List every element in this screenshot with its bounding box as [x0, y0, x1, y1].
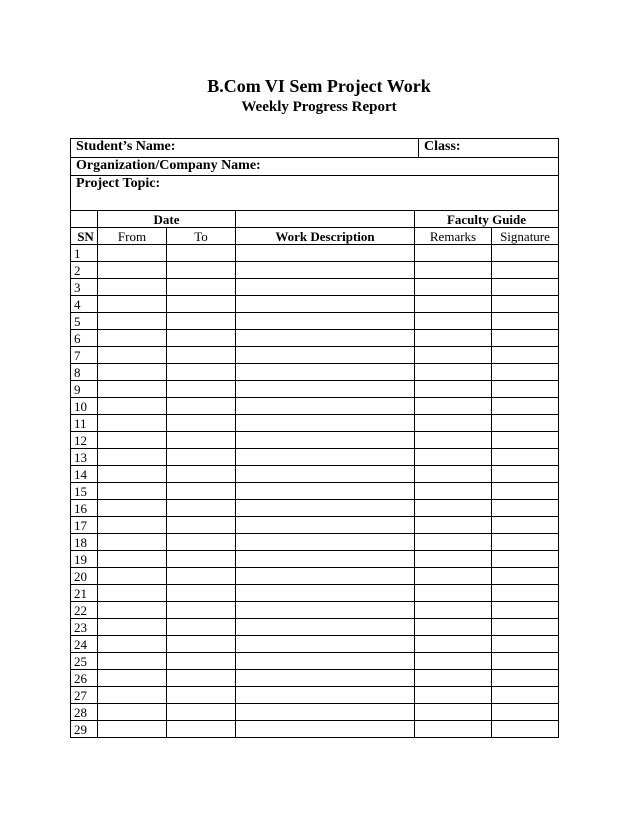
table-header-group-row — [71, 211, 559, 228]
row-number: 23 — [71, 619, 98, 636]
work-description-cell[interactable] — [236, 330, 415, 347]
to-cell[interactable] — [167, 313, 236, 330]
row-number: 25 — [71, 653, 98, 670]
from-cell[interactable] — [98, 245, 167, 262]
signature-cell[interactable] — [492, 330, 559, 347]
to-cell[interactable] — [167, 636, 236, 653]
work-description-cell[interactable] — [236, 670, 415, 687]
row-number: 19 — [71, 551, 98, 568]
to-cell[interactable] — [167, 415, 236, 432]
page-subtitle: Weekly Progress Report — [241, 99, 397, 115]
to-cell[interactable] — [167, 704, 236, 721]
work-description-header: Work Description — [236, 228, 415, 245]
remarks-cell[interactable] — [415, 585, 492, 602]
work-description-cell[interactable] — [236, 483, 415, 500]
row-number: 10 — [71, 398, 98, 415]
remarks-cell[interactable] — [415, 296, 492, 313]
work-description-cell[interactable] — [236, 245, 415, 262]
to-cell[interactable] — [167, 398, 236, 415]
row-number: 27 — [71, 687, 98, 704]
row-number: 28 — [71, 704, 98, 721]
row-number: 3 — [71, 279, 98, 296]
work-description-group-cell — [236, 211, 415, 228]
to-cell[interactable] — [167, 500, 236, 517]
from-cell[interactable] — [98, 602, 167, 619]
table-row — [71, 449, 559, 466]
signature-cell[interactable] — [492, 704, 559, 721]
from-cell[interactable] — [98, 262, 167, 279]
remarks-cell[interactable] — [415, 262, 492, 279]
to-cell[interactable] — [167, 619, 236, 636]
remarks-cell[interactable] — [415, 398, 492, 415]
progress-table — [70, 210, 559, 738]
work-description-cell[interactable] — [236, 534, 415, 551]
work-description-cell[interactable] — [236, 687, 415, 704]
from-cell[interactable] — [98, 483, 167, 500]
work-description-cell[interactable] — [236, 602, 415, 619]
info-table — [70, 138, 559, 211]
remarks-cell[interactable] — [415, 687, 492, 704]
project-topic-label: Project Topic: — [71, 176, 559, 211]
from-cell[interactable] — [98, 619, 167, 636]
from-cell[interactable] — [98, 670, 167, 687]
to-cell[interactable] — [167, 262, 236, 279]
from-cell[interactable] — [98, 568, 167, 585]
to-cell[interactable] — [167, 670, 236, 687]
table-row — [71, 279, 559, 296]
table-row — [71, 432, 559, 449]
date-group-header: Date — [98, 211, 236, 228]
table-row — [71, 704, 559, 721]
table-row — [71, 381, 559, 398]
from-cell[interactable] — [98, 296, 167, 313]
remarks-cell[interactable] — [415, 517, 492, 534]
row-number: 26 — [71, 670, 98, 687]
to-cell[interactable] — [167, 568, 236, 585]
from-cell[interactable] — [98, 585, 167, 602]
row-number: 9 — [71, 381, 98, 398]
signature-cell[interactable] — [492, 670, 559, 687]
from-cell[interactable] — [98, 279, 167, 296]
to-cell[interactable] — [167, 364, 236, 381]
table-row — [71, 483, 559, 500]
table-row — [71, 296, 559, 313]
to-cell[interactable] — [167, 517, 236, 534]
table-body — [71, 245, 559, 738]
remarks-cell[interactable] — [415, 534, 492, 551]
table-row — [71, 364, 559, 381]
remarks-cell[interactable] — [415, 347, 492, 364]
signature-cell[interactable] — [492, 381, 559, 398]
work-description-cell[interactable] — [236, 653, 415, 670]
from-cell[interactable] — [98, 313, 167, 330]
table-row — [71, 670, 559, 687]
remarks-cell[interactable] — [415, 670, 492, 687]
to-cell[interactable] — [167, 534, 236, 551]
remarks-cell[interactable] — [415, 466, 492, 483]
table-row — [71, 500, 559, 517]
signature-cell[interactable] — [492, 415, 559, 432]
row-number: 5 — [71, 313, 98, 330]
signature-cell[interactable] — [492, 585, 559, 602]
table-row — [71, 568, 559, 585]
class-label: Class: — [419, 139, 559, 158]
work-description-cell[interactable] — [236, 415, 415, 432]
row-number: 4 — [71, 296, 98, 313]
work-description-cell[interactable] — [236, 449, 415, 466]
to-cell[interactable] — [167, 653, 236, 670]
work-description-cell[interactable] — [236, 619, 415, 636]
from-cell[interactable] — [98, 704, 167, 721]
to-cell[interactable] — [167, 721, 236, 738]
from-cell[interactable] — [98, 636, 167, 653]
remarks-cell[interactable] — [415, 636, 492, 653]
signature-cell[interactable] — [492, 517, 559, 534]
remarks-header: Remarks — [415, 228, 492, 245]
table-row — [71, 534, 559, 551]
signature-cell[interactable] — [492, 636, 559, 653]
signature-cell[interactable] — [492, 687, 559, 704]
work-description-cell[interactable] — [236, 381, 415, 398]
row-number: 15 — [71, 483, 98, 500]
table-row — [71, 687, 559, 704]
work-description-cell[interactable] — [236, 262, 415, 279]
from-cell[interactable] — [98, 415, 167, 432]
row-number: 22 — [71, 602, 98, 619]
signature-cell[interactable] — [492, 296, 559, 313]
student-name-label: Student’s Name: — [71, 139, 419, 158]
remarks-cell[interactable] — [415, 381, 492, 398]
row-number: 13 — [71, 449, 98, 466]
signature-cell[interactable] — [492, 568, 559, 585]
table-row — [71, 551, 559, 568]
to-cell[interactable] — [167, 296, 236, 313]
row-number: 17 — [71, 517, 98, 534]
work-description-cell[interactable] — [236, 466, 415, 483]
signature-cell[interactable] — [492, 602, 559, 619]
signature-cell[interactable] — [492, 364, 559, 381]
from-cell[interactable] — [98, 364, 167, 381]
table-row — [71, 398, 559, 415]
from-cell[interactable] — [98, 721, 167, 738]
row-number: 7 — [71, 347, 98, 364]
signature-cell[interactable] — [492, 245, 559, 262]
work-description-cell[interactable] — [236, 347, 415, 364]
organization-label: Organization/Company Name: — [71, 158, 559, 176]
remarks-cell[interactable] — [415, 483, 492, 500]
to-cell[interactable] — [167, 381, 236, 398]
to-cell[interactable] — [167, 585, 236, 602]
remarks-cell[interactable] — [415, 432, 492, 449]
from-header: From — [98, 228, 167, 245]
from-cell[interactable] — [98, 517, 167, 534]
signature-cell[interactable] — [492, 551, 559, 568]
work-description-cell[interactable] — [236, 313, 415, 330]
work-description-cell[interactable] — [236, 398, 415, 415]
signature-cell[interactable] — [492, 653, 559, 670]
remarks-cell[interactable] — [415, 619, 492, 636]
remarks-cell[interactable] — [415, 330, 492, 347]
signature-cell[interactable] — [492, 721, 559, 738]
table-row — [71, 466, 559, 483]
from-cell[interactable] — [98, 500, 167, 517]
to-cell[interactable] — [167, 602, 236, 619]
table-row — [71, 245, 559, 262]
table-row — [71, 721, 559, 738]
remarks-cell[interactable] — [415, 245, 492, 262]
remarks-cell[interactable] — [415, 653, 492, 670]
work-description-cell[interactable] — [236, 364, 415, 381]
from-cell[interactable] — [98, 381, 167, 398]
remarks-cell[interactable] — [415, 568, 492, 585]
row-number: 12 — [71, 432, 98, 449]
work-description-cell[interactable] — [236, 517, 415, 534]
from-cell[interactable] — [98, 466, 167, 483]
from-cell[interactable] — [98, 398, 167, 415]
to-cell[interactable] — [167, 432, 236, 449]
signature-cell[interactable] — [492, 449, 559, 466]
to-header: To — [167, 228, 236, 245]
work-description-cell[interactable] — [236, 500, 415, 517]
remarks-cell[interactable] — [415, 313, 492, 330]
row-number: 18 — [71, 534, 98, 551]
row-number: 24 — [71, 636, 98, 653]
table-row — [71, 517, 559, 534]
work-description-cell[interactable] — [236, 279, 415, 296]
signature-cell[interactable] — [492, 398, 559, 415]
signature-cell[interactable] — [492, 483, 559, 500]
from-cell[interactable] — [98, 551, 167, 568]
remarks-cell[interactable] — [415, 449, 492, 466]
sn-group-cell — [71, 211, 98, 228]
work-description-cell[interactable] — [236, 568, 415, 585]
from-cell[interactable] — [98, 687, 167, 704]
from-cell[interactable] — [98, 330, 167, 347]
row-number: 14 — [71, 466, 98, 483]
table-row — [71, 262, 559, 279]
remarks-cell[interactable] — [415, 704, 492, 721]
signature-cell[interactable] — [492, 313, 559, 330]
from-cell[interactable] — [98, 653, 167, 670]
remarks-cell[interactable] — [415, 279, 492, 296]
signature-cell[interactable] — [492, 534, 559, 551]
signature-cell[interactable] — [492, 279, 559, 296]
row-number: 6 — [71, 330, 98, 347]
table-row — [71, 330, 559, 347]
to-cell[interactable] — [167, 347, 236, 364]
signature-cell[interactable] — [492, 432, 559, 449]
page-title: B.Com VI Sem Project Work — [207, 76, 431, 96]
table-row — [71, 415, 559, 432]
work-description-cell[interactable] — [236, 721, 415, 738]
remarks-cell[interactable] — [415, 415, 492, 432]
signature-cell[interactable] — [492, 466, 559, 483]
remarks-cell[interactable] — [415, 364, 492, 381]
sn-header: SN — [71, 228, 98, 245]
table-row — [71, 347, 559, 364]
remarks-cell[interactable] — [415, 551, 492, 568]
table-row — [71, 636, 559, 653]
to-cell[interactable] — [167, 466, 236, 483]
row-number: 8 — [71, 364, 98, 381]
from-cell[interactable] — [98, 432, 167, 449]
from-cell[interactable] — [98, 534, 167, 551]
signature-header: Signature — [492, 228, 559, 245]
to-cell[interactable] — [167, 687, 236, 704]
to-cell[interactable] — [167, 279, 236, 296]
row-number: 11 — [71, 415, 98, 432]
table-row — [71, 585, 559, 602]
table-row — [71, 653, 559, 670]
signature-cell[interactable] — [492, 619, 559, 636]
signature-cell[interactable] — [492, 347, 559, 364]
row-number: 1 — [71, 245, 98, 262]
to-cell[interactable] — [167, 245, 236, 262]
remarks-cell[interactable] — [415, 602, 492, 619]
remarks-cell[interactable] — [415, 500, 492, 517]
row-number: 2 — [71, 262, 98, 279]
row-number: 16 — [71, 500, 98, 517]
to-cell[interactable] — [167, 483, 236, 500]
to-cell[interactable] — [167, 551, 236, 568]
table-row — [71, 313, 559, 330]
signature-cell[interactable] — [492, 262, 559, 279]
faculty-guide-header: Faculty Guide — [415, 211, 559, 228]
work-description-cell[interactable] — [236, 296, 415, 313]
from-cell[interactable] — [98, 449, 167, 466]
table-header-row — [71, 228, 559, 245]
from-cell[interactable] — [98, 347, 167, 364]
work-description-cell[interactable] — [236, 636, 415, 653]
work-description-cell[interactable] — [236, 432, 415, 449]
table-row — [71, 602, 559, 619]
row-number: 29 — [71, 721, 98, 738]
to-cell[interactable] — [167, 449, 236, 466]
row-number: 20 — [71, 568, 98, 585]
table-row — [71, 619, 559, 636]
row-number: 21 — [71, 585, 98, 602]
work-description-cell[interactable] — [236, 585, 415, 602]
remarks-cell[interactable] — [415, 721, 492, 738]
to-cell[interactable] — [167, 330, 236, 347]
signature-cell[interactable] — [492, 500, 559, 517]
work-description-cell[interactable] — [236, 704, 415, 721]
work-description-cell[interactable] — [236, 551, 415, 568]
